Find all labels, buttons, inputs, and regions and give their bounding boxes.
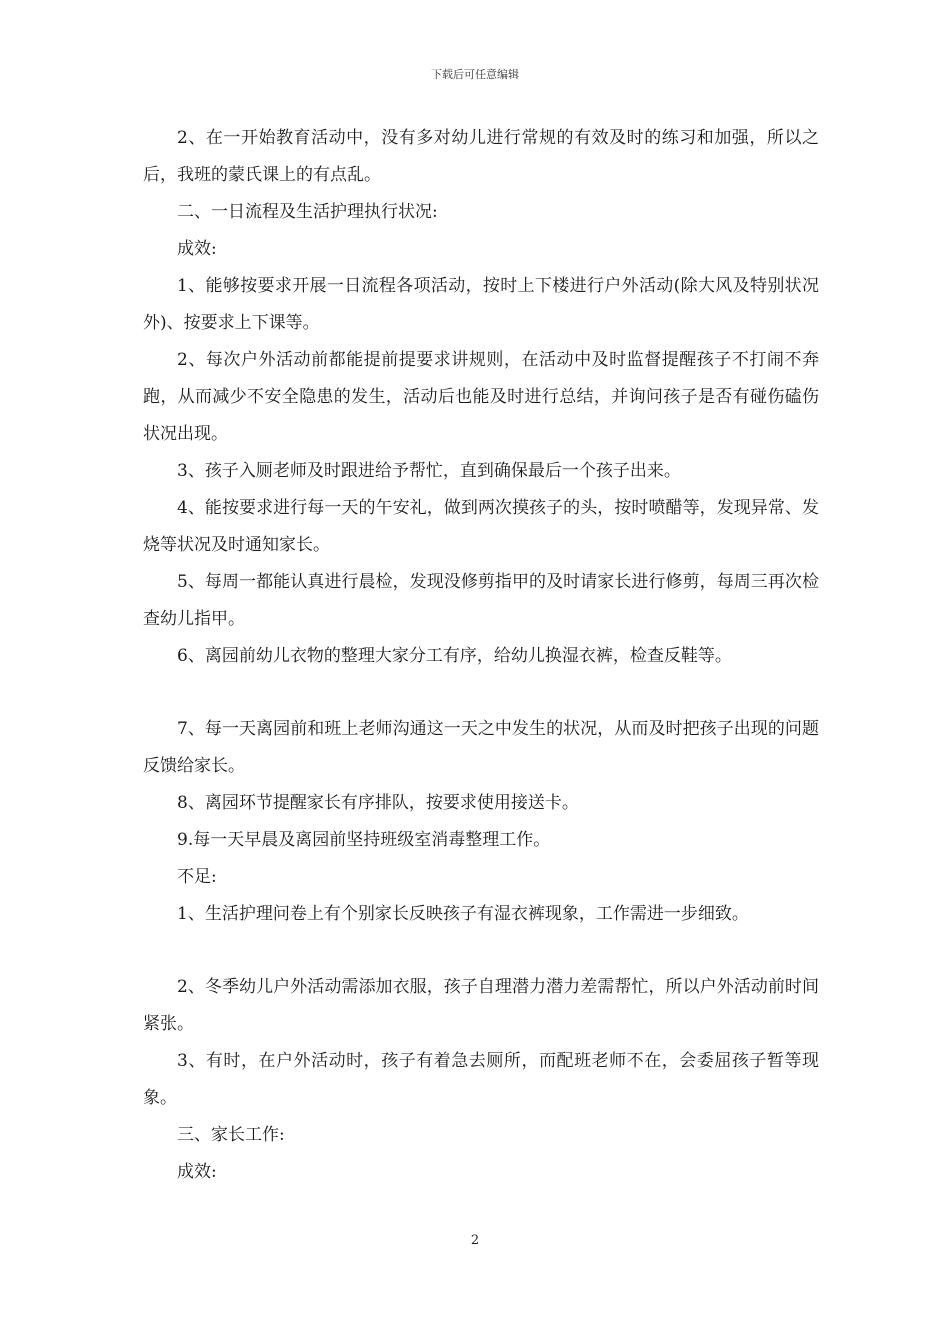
subheading-achievements-parents: 成效: <box>177 1162 217 1182</box>
list-item-pickup-queue: 8、离园环节提醒家长有序排队，按要求使用接送卡。 <box>177 793 579 813</box>
section-heading-daily-routine: 二、一日流程及生活护理执行状况: <box>177 202 438 222</box>
subheading-achievements: 成效: <box>177 239 217 259</box>
paragraph-routine-training: 2、在一开始教育活动中，没有多对幼儿进行常规的有效及时的练习和加强，所以之后，我班的蒙氏课上的有点乱。 <box>143 128 819 185</box>
list-item-toilet-help: 3、孩子入厕老师及时跟进给予帮忙，直到确保最后一个孩子出来。 <box>177 461 681 481</box>
list-item-winter-clothing: 2、冬季幼儿户外活动需添加衣服，孩子自理潜力潜力差需帮忙，所以户外活动前时间紧张。 <box>143 977 819 1034</box>
section-heading-parent-work: 三、家长工作: <box>177 1125 285 1145</box>
list-item-noon-ritual: 4、能按要求进行每一天的午安礼，做到两次摸孩子的头，按时喷醋等，发现异常、发烧等状况及时通知家长。 <box>143 498 819 555</box>
list-item-clothes-tidy: 6、离园前幼儿衣物的整理大家分工有序，给幼儿换湿衣裤，检查反鞋等。 <box>177 646 732 666</box>
paragraph-spacer <box>143 675 819 711</box>
list-item-teacher-communication: 7、每一天离园前和班上老师沟通这一天之中发生的状况，从而及时把孩子出现的问题反馈给家长。 <box>143 719 819 776</box>
list-item-disinfection: 9.每一天早晨及离园前坚持班级室消毒整理工作。 <box>177 830 551 850</box>
list-item-toilet-outdoor: 3、有时，在户外活动时，孩子有着急去厕所，而配班老师不在，会委屈孩子暂等现象。 <box>143 1051 819 1108</box>
list-item-outdoor-rules: 2、每次户外活动前都能提前提要求讲规则，在活动中及时监督提醒孩子不打闹不奔跑，从而减少不安全隐患的发生，活动后也能及时进行总结，并询问孩子是否有碰伤磕伤状况出现。 <box>143 350 819 444</box>
page-number: 2 <box>470 1233 480 1248</box>
paragraph-spacer <box>143 933 819 969</box>
subheading-shortcomings: 不足: <box>177 867 217 887</box>
list-item-wet-clothes: 1、生活护理问卷上有个别家长反映孩子有湿衣裤现象，工作需进一步细致。 <box>177 904 749 924</box>
document-body <box>143 120 819 1191</box>
list-item-daily-activities: 1、能够按要求开展一日流程各项活动，按时上下楼进行户外活动(除大风及特别状况外)、按要求上下课等。 <box>143 276 819 333</box>
list-item-morning-check: 5、每周一都能认真进行晨检，发现没修剪指甲的及时请家长进行修剪，每周三再次检查幼儿指甲。 <box>143 572 819 629</box>
page-header: 下载后可任意编辑 <box>431 68 519 81</box>
